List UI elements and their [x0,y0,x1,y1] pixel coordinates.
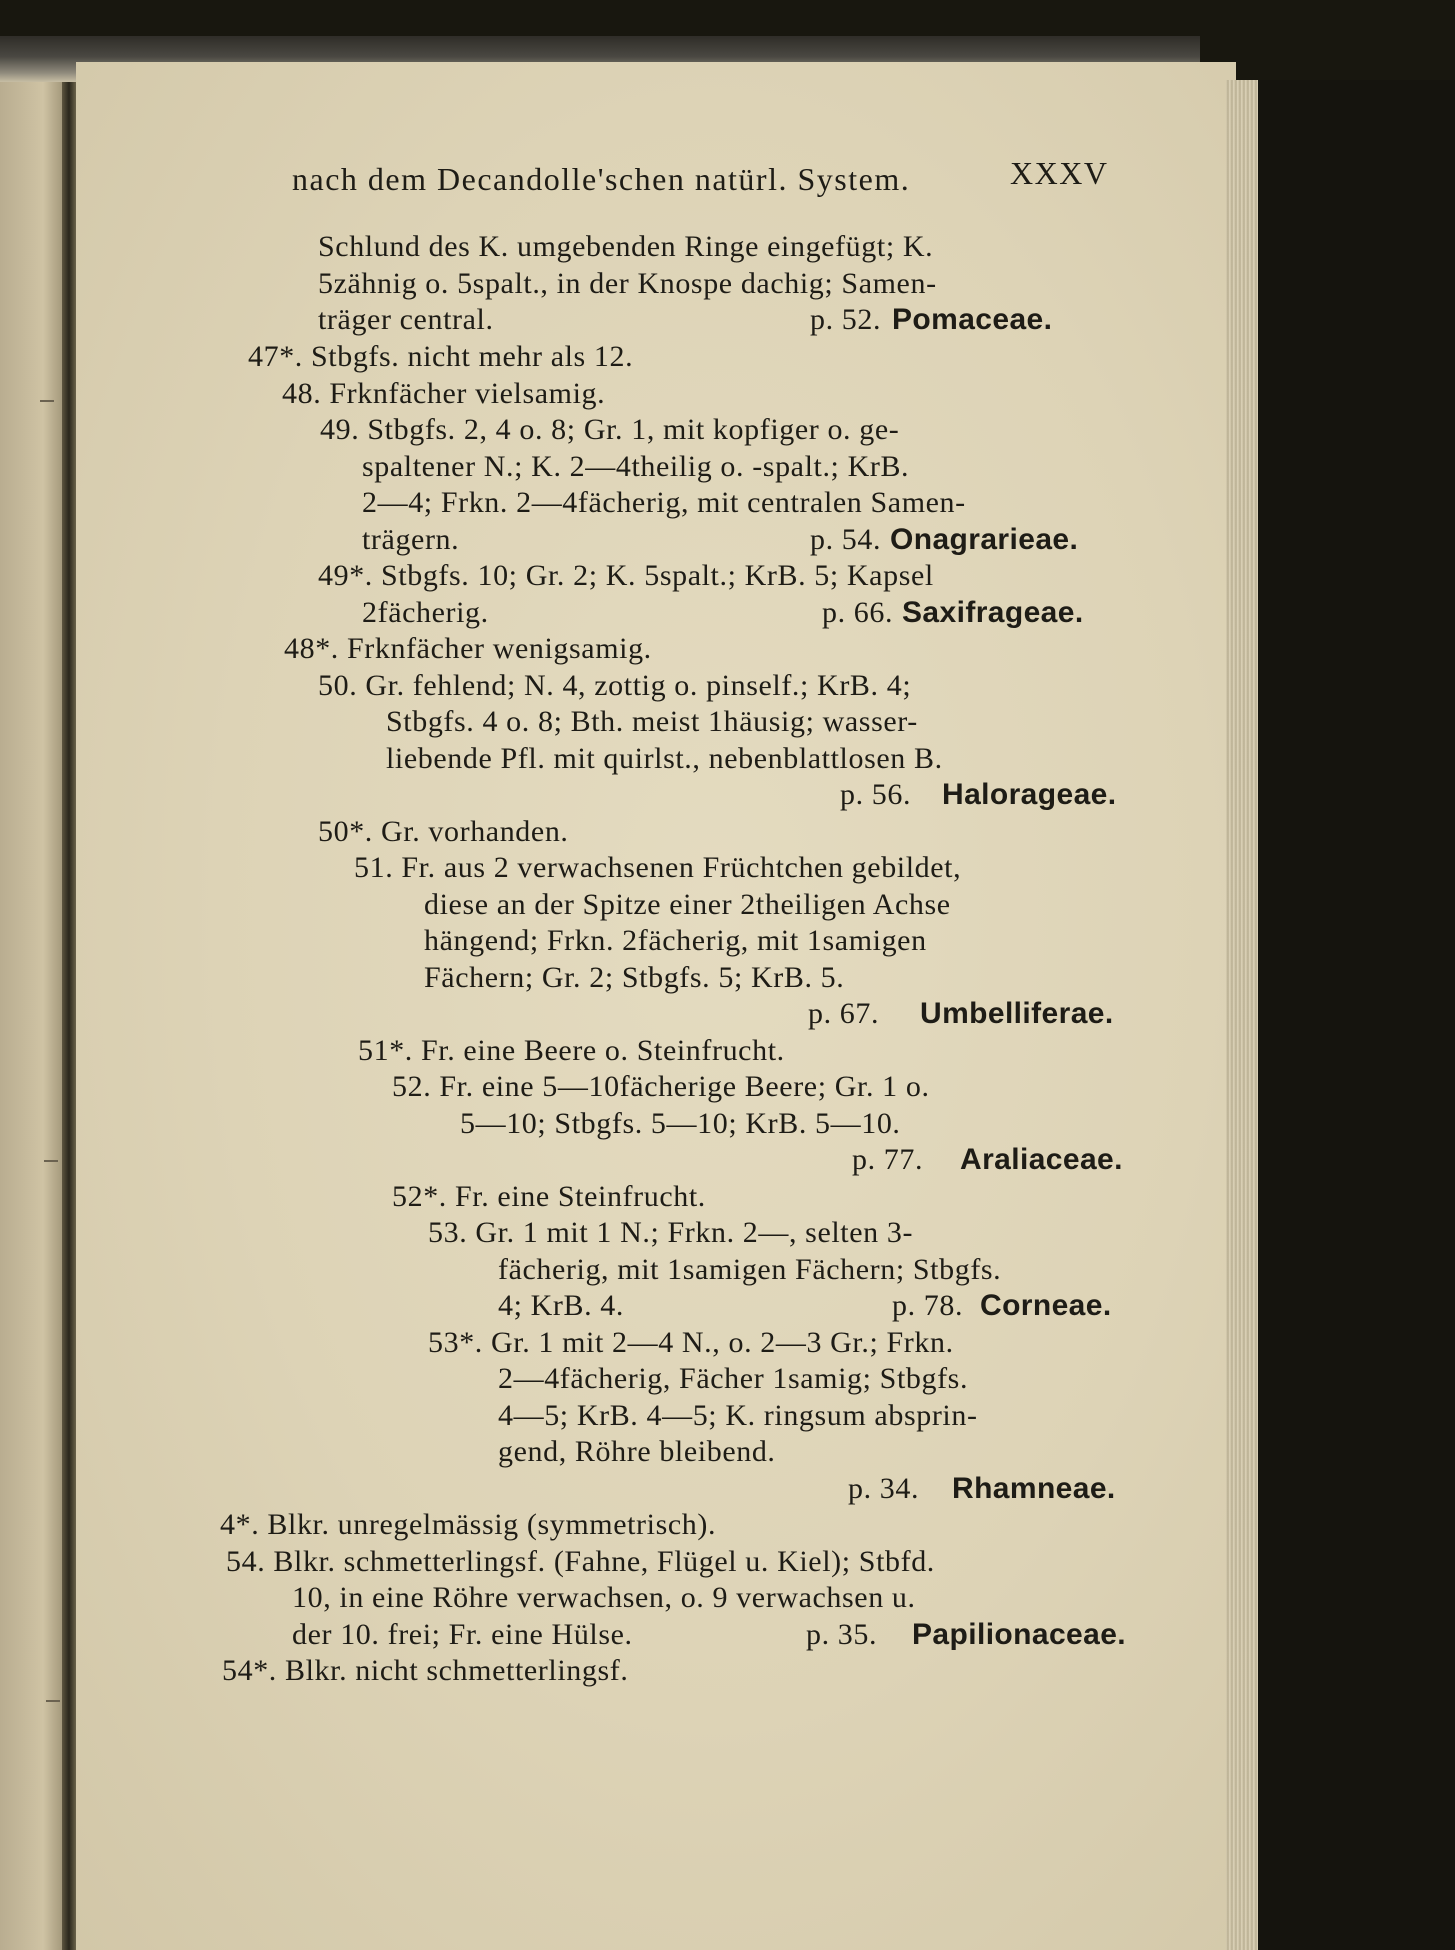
key-line: hängend; Frkn. 2fächerig, mit 1samigen [424,924,927,957]
key-line: 48*. Frknfächer wenigsamig. [284,632,652,665]
margin-mark [46,1700,60,1702]
background-shadow [1258,80,1455,1950]
family-name: Saxifrageae. [902,596,1084,629]
margin-mark [40,400,54,402]
key-line: gend, Röhre bleibend. [498,1435,776,1468]
page-stack-edge [1226,80,1260,1950]
key-line: 53*. Gr. 1 mit 2—4 N., o. 2—3 Gr.; Frkn. [428,1326,954,1359]
family-name: Halorageae. [942,778,1117,811]
key-line: trägern. [362,523,460,556]
page-number: XXXV [1010,155,1109,191]
key-line: 54. Blkr. schmetterlingsf. (Fahne, Flügel u. Kiel); Stbfd. [226,1545,935,1578]
key-line: spaltener N.; K. 2—4theilig o. -spalt.; KrB. [362,450,910,483]
ref-page: p. 54. [810,523,882,556]
key-line: 2fächerig. [362,596,489,629]
family-name: Rhamneae. [952,1472,1116,1505]
family-name: Corneae. [980,1289,1112,1322]
book-spine [62,40,76,1950]
key-line: 52*. Fr. eine Steinfrucht. [392,1180,706,1213]
running-title: nach dem Decandolle'schen natürl. System. [292,161,911,197]
key-line: der 10. frei; Fr. eine Hülse. [292,1618,633,1651]
key-line: Fächern; Gr. 2; Stbgfs. 5; KrB. 5. [424,961,845,994]
key-line: 2—4; Frkn. 2—4fächerig, mit centralen Samen- [362,486,966,519]
key-line: 50. Gr. fehlend; N. 4, zottig o. pinself.; KrB. 4; [318,669,912,702]
family-name: Umbelliferae. [920,997,1114,1030]
ref-page: p. 35. [806,1618,878,1651]
key-line: 54*. Blkr. nicht schmetterlingsf. [222,1654,629,1687]
family-name: Pomaceae. [892,303,1053,336]
key-line: 51. Fr. aus 2 verwachsenen Früchtchen gebildet, [354,851,962,884]
family-name: Papilionaceae. [912,1618,1127,1651]
ref-page: p. 52. [810,303,882,336]
key-line: 52. Fr. eine 5—10fächerige Beere; Gr. 1 o. [392,1070,930,1103]
key-line: 50*. Gr. vorhanden. [318,815,569,848]
key-line: Schlund des K. umgebenden Ringe eingefügt; K. [318,230,934,263]
ref-page: p. 67. [808,997,880,1030]
key-line: 51*. Fr. eine Beere o. Steinfrucht. [358,1034,785,1067]
key-line: träger central. [318,303,494,336]
ref-page: p. 34. [848,1472,920,1505]
key-line: 48. Frknfächer vielsamig. [282,377,606,410]
ref-page: p. 66. [822,596,894,629]
key-line: 5zähnig o. 5spalt., in der Knospe dachig; Samen- [318,267,937,300]
key-line: 4*. Blkr. unregelmässig (symmetrisch). [220,1508,717,1541]
key-line: fächerig, mit 1samigen Fächern; Stbgfs. [498,1253,1002,1286]
key-line: 4—5; KrB. 4—5; K. ringsum absprin- [498,1399,978,1432]
key-line: 53. Gr. 1 mit 1 N.; Frkn. 2—, selten 3- [428,1216,914,1249]
key-line: 49*. Stbgfs. 10; Gr. 2; K. 5spalt.; KrB. 5; Kapsel [318,559,934,592]
key-line: 10, in eine Röhre verwachsen, o. 9 verwachsen u. [292,1581,916,1614]
ref-page: p. 78. [892,1289,964,1322]
key-line: liebende Pfl. mit quirlst., nebenblattlosen B. [386,742,943,775]
ref-page: p. 77. [852,1143,924,1176]
family-name: Araliaceae. [960,1143,1123,1176]
key-line: 2—4fächerig, Fächer 1samig; Stbgfs. [498,1362,969,1395]
ref-page: p. 56. [840,778,912,811]
key-line: Stbgfs. 4 o. 8; Bth. meist 1häusig; wasser- [386,705,918,738]
key-line: 49. Stbgfs. 2, 4 o. 8; Gr. 1, mit kopfiger o. ge- [320,413,900,446]
family-name: Onagrarieae. [890,523,1079,556]
key-line: 47*. Stbgfs. nicht mehr als 12. [248,340,634,373]
margin-mark [44,1160,58,1162]
key-line: 5—10; Stbgfs. 5—10; KrB. 5—10. [460,1107,901,1140]
key-line: diese an der Spitze einer 2theiligen Achse [424,888,951,921]
key-line: 4; KrB. 4. [498,1289,624,1322]
